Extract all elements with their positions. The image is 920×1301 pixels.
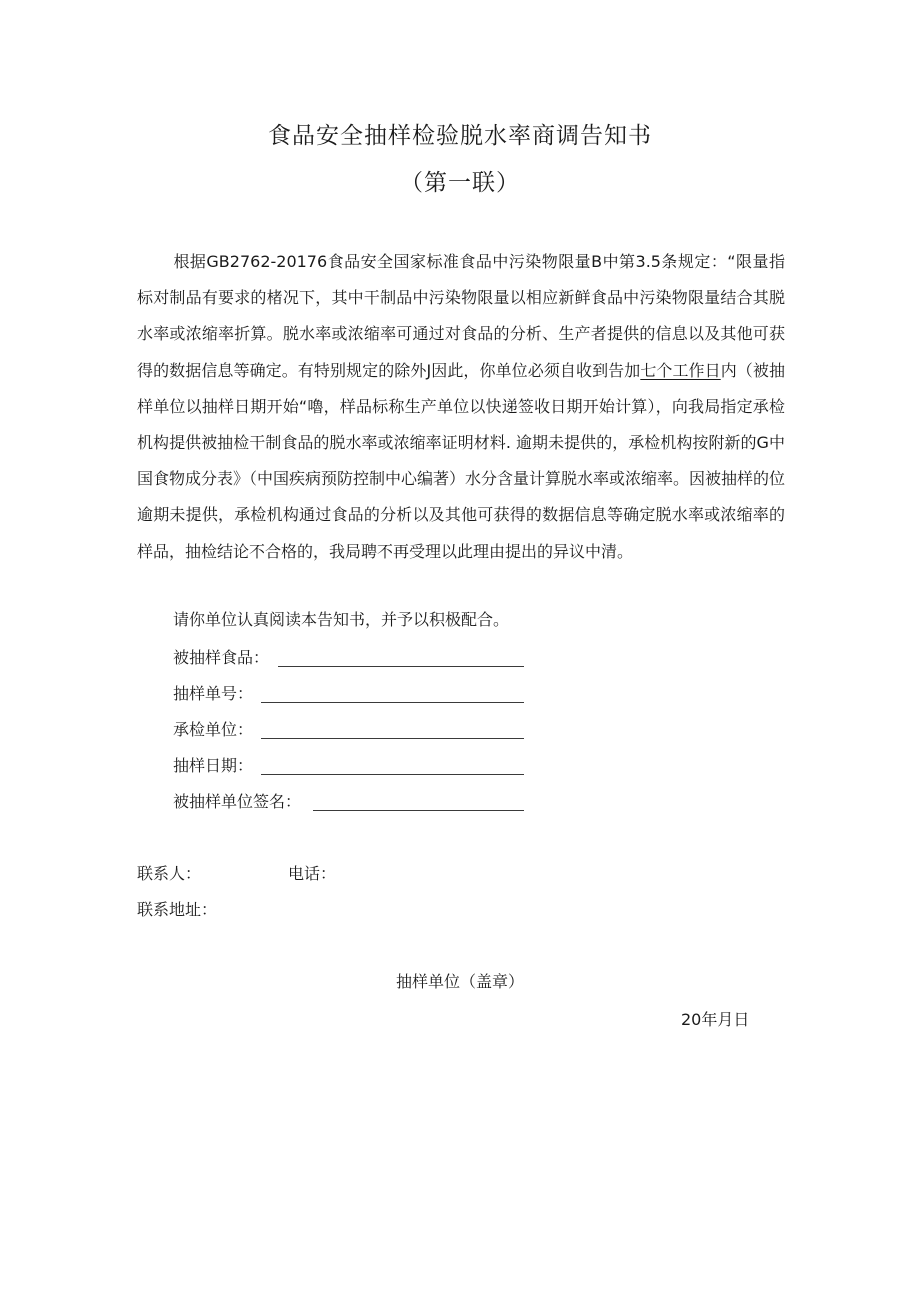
field-sampled-food[interactable] <box>173 646 269 670</box>
field-label: 抽样单号： <box>173 684 254 703</box>
contact-person-label: 联系人： <box>137 864 202 883</box>
field-sampling-date[interactable] <box>173 754 253 778</box>
issue-date: 20年月日 <box>681 1010 750 1029</box>
field-sampled-unit-signature[interactable] <box>173 790 301 814</box>
field-label: 抽样日期： <box>173 756 254 775</box>
blank-line[interactable] <box>261 774 524 775</box>
blank-line[interactable] <box>278 666 524 667</box>
field-testing-unit[interactable] <box>173 718 253 742</box>
paragraph-text-part-1: 根据GB2762-20176食品安全国家标准食品中污染物限量B中第3.5条规定：“限量指标对制品有要求的楮况下，其中干制品中污染物限量以相应新鲜食品中污染物限量结合其脱水率或浓缩率折算。脱水率或浓缩率可通过对食品的分析、生产者提供的信息以及其他可获得的数据信息等确定。有特别规定的除外J因此，你单位必须自收到告加 <box>137 252 785 380</box>
deadline-underlined-text: 七个工作日 <box>640 360 721 380</box>
field-label: 被抽样食品： <box>173 648 270 667</box>
paragraph-text-part-2: 内（被抽样单位以抽样日期开始“嚕，样品标称生产单位以快递签收日期开始计算），向我局指定承检机构提供被抽检干制食品的脱水率或浓缩率证明材料. 逾期未提供的，承检机构按附新的G中国食物成分表》（中国疾病预防控制中心编著）水分含量计算脱水率或浓缩率。因被抽样的位逾期未提供，承检机构通过食品的分析以及其他可获得的数据信息等确定脱水率或浓缩率的样品，抽检结论不合格的，我局聘不再受理以此理由提出的异议中清。 <box>137 360 786 561</box>
blank-line[interactable] <box>261 702 524 703</box>
blank-line[interactable] <box>261 738 524 739</box>
blank-line[interactable] <box>313 810 524 811</box>
document-title: 食品安全抽样检验脱水率商调告知书 <box>268 123 652 149</box>
field-label: 承检单位： <box>173 720 254 739</box>
field-label: 被抽样单位签名： <box>173 792 302 811</box>
document-subtitle: （第一联） <box>400 170 520 196</box>
cooperation-request: 请你单位认真阅读本告知书，并予以积极配合。 <box>173 610 510 629</box>
field-sample-number[interactable] <box>173 682 253 706</box>
contact-address-label: 联系地址： <box>137 900 218 919</box>
contact-phone-label: 电话： <box>288 864 337 883</box>
notice-paragraph <box>137 244 785 570</box>
sampling-unit-seal: 抽样单位（盖章） <box>395 972 524 991</box>
